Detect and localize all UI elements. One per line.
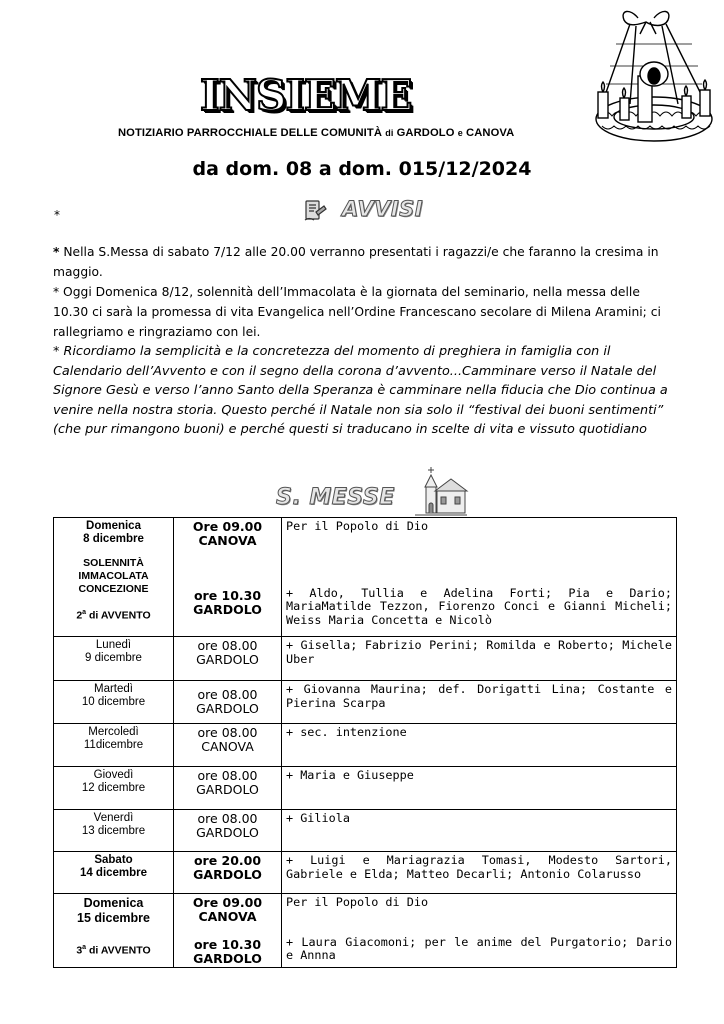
date-range: da dom. 08 a dom. 015/12/2024 [192,158,532,180]
day-cell: Venerdì 13 dicembre [54,810,174,852]
intention-cell: + Giliola [282,810,677,852]
notices [53,242,673,440]
advent-wreath-icon [590,4,718,154]
table-row [54,767,677,810]
notice-icon [302,198,328,224]
intention-cell: + sec. intenzione [282,724,677,767]
masthead-title: INSIEME [200,71,412,120]
time-cell: ore 08.00 GARDOLO [174,767,282,810]
day-cell: Martedì 10 dicembre [54,681,174,724]
time-cell: ore 08.00 CANOVA [174,724,282,767]
table-row [54,852,677,894]
intention-cell: Per il Popolo di Dio + Aldo, Tullia e Adelina Forti; Pia e Dario; MariaMatilde Tezzon, Fiorenzo Conci e Gianni Micheli; Weiss Maria Concetta e Nicolò [282,518,677,637]
time-cell: Ore 09.00 CANOVA ore 10.30 GARDOLO [174,518,282,637]
notice-item: * Ricordiamo la semplicità e la concretezza del momento di preghiera in famiglia con il Calendario dell’Avvento e con il segno della corona d’avvento...Camminare verso il Natale del Signore Gesù e verso l’anno Santo della Speranza è camminare nella fiducia che Dio continua a venire nella nostra storia. Questo perché il Natale non sia solo il “festival dei buoni sentimenti” (che pur rimangono buoni) e perché questi si traducano in scelte di vita e vissuto quotidiano [53,344,668,437]
intention-cell: + Giovanna Maurina; def. Dorigatti Lina; Costante e Pierina Scarpa [282,681,677,724]
intention-cell: + Gisella; Fabrizio Perini; Romilda e Roberto; Michele Uber [282,637,677,681]
time-cell: ore 08.00 GARDOLO [174,681,282,724]
intention-cell: + Maria e Giuseppe [282,767,677,810]
separator-star: * [54,208,60,222]
day-cell: Sabato 14 dicembre [54,852,174,894]
day-cell: Mercoledì 11dicembre [54,724,174,767]
day-cell: Giovedì 12 dicembre [54,767,174,810]
intention-cell: Per il Popolo di Dio + Laura Giacomoni; per le anime del Purgatorio; Dario e Annna [282,894,677,968]
notice-item: * Nella S.Messa di sabato 7/12 alle 20.00 verranno presentati i ragazzi/e che faranno la cresima in maggio. [53,245,659,279]
time-cell: Ore 09.00 CANOVA ore 10.30 GARDOLO [174,894,282,968]
day-cell: Domenica 8 dicembre SOLENNITÀ IMMACOLATA CONCEZIONE 2$^a$ di AVVENTO [54,518,174,637]
day-cell: Domenica 15 dicembre 3$^a$ di AVVENTO [54,894,174,968]
intention-cell: + Luigi e Mariagrazia Tomasi, Modesto Sartori, Gabriele e Elda; Matteo Decarli; Antonio Colarusso [282,852,677,894]
table-row [54,681,677,724]
church-icon [413,465,469,517]
notice-item: * Oggi Domenica 8/12, solennità dell’Immacolata è la giornata del seminario, nella messa delle 10.30 ci sarà la promessa di vita Evangelica nell’Ordine Francescano secolare di Milena Aramini; ci rallegriamo e ringraziamo con lei. [53,285,661,339]
mass-schedule-table [53,517,677,968]
masthead-subtitle: NOTIZIARIO PARROCCHIALE DELLE COMUNITÀ di GARDOLO e CANOVA [118,127,515,139]
table-row [54,894,677,968]
table-row [54,724,677,767]
time-cell: ore 20.00 GARDOLO [174,852,282,894]
day-cell: Lunedì 9 dicembre [54,637,174,681]
time-cell: ore 08.00 GARDOLO [174,810,282,852]
time-cell: ore 08.00 GARDOLO [174,637,282,681]
table-row [54,518,677,637]
avvisi-header: AVVISI [342,197,424,221]
table-row [54,637,677,681]
table-row [54,810,677,852]
messe-header: S. MESSE [276,485,395,510]
